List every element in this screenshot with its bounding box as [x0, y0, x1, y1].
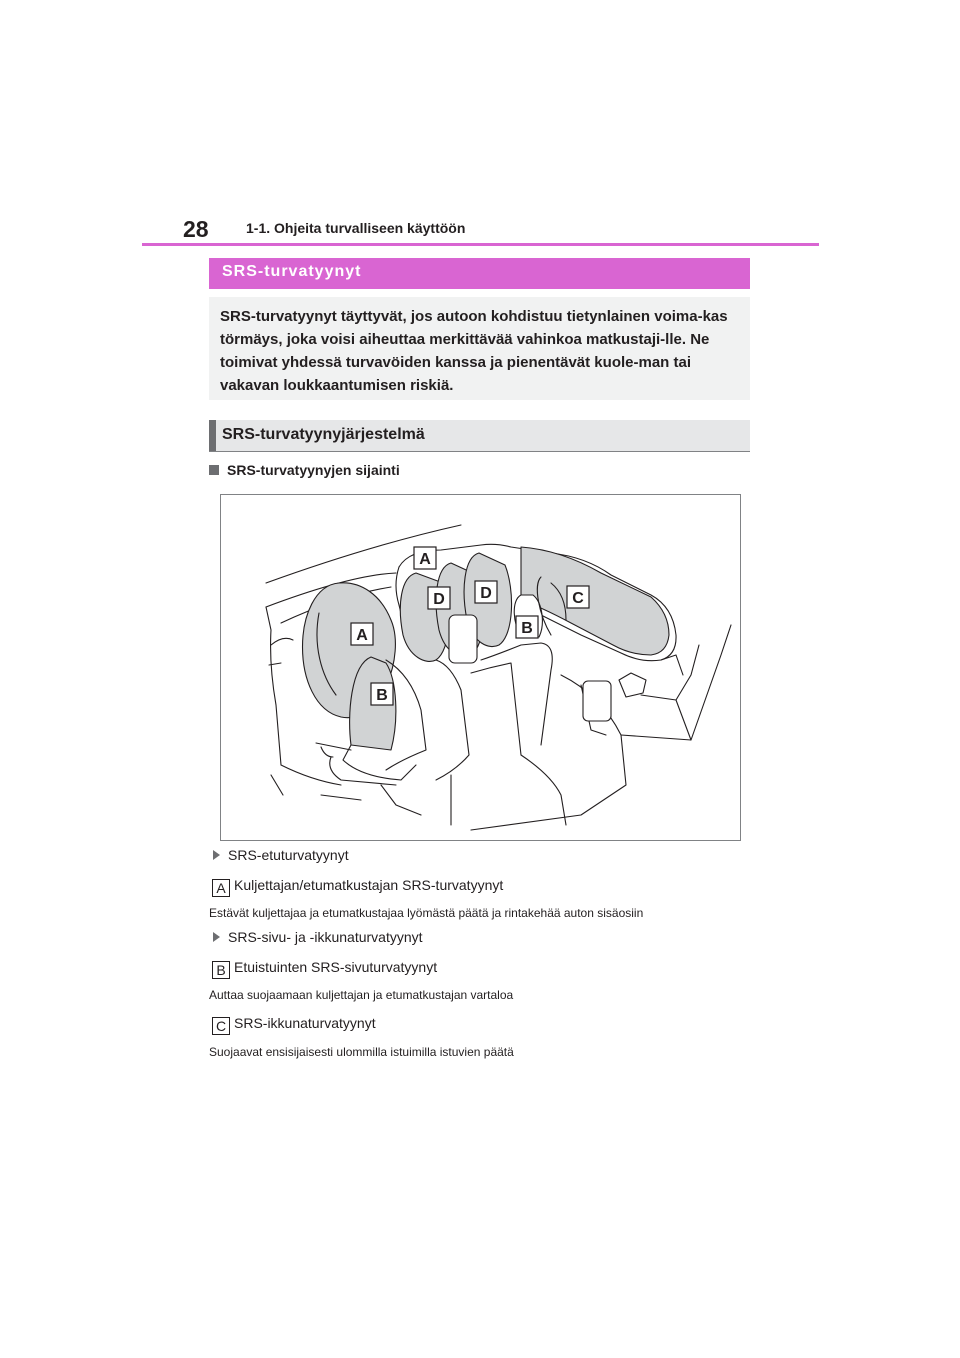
entry-b [212, 959, 437, 979]
triangle-bullet-icon [213, 932, 220, 942]
bullet-heading-text: SRS-turvatyynyjen sijainti [227, 462, 400, 478]
entry-b-desc: Auttaa suojaamaan kuljettajan ja etumatkustajan vartaloa [209, 988, 514, 1002]
entry-c-desc: Suojaavat ensisijaisesti ulommilla istuimilla istuvien päätä [209, 1045, 514, 1059]
entry-c-text: SRS-ikkunaturvatyynyt [234, 1015, 376, 1031]
entry-a-desc: Estävät kuljettajaa ja etumatkustajaa lyömästä päätä ja rintakehää auton sisäosiin [209, 906, 644, 920]
group-front-airbags [213, 847, 349, 863]
bullet-heading [209, 462, 400, 478]
car-interior-illustration [221, 495, 742, 842]
entry-a-label: A [212, 879, 230, 897]
airbag-location-figure [220, 494, 741, 841]
entry-b-text: Etuistuinten SRS-sivuturvatyynyt [234, 959, 438, 975]
square-bullet-icon [209, 465, 219, 475]
group-front-airbags-text: SRS-etuturvatyynyt [228, 847, 349, 863]
chapter-title: 1-1. Ohjeita turvalliseen käyttöön [246, 220, 466, 236]
subsection-title: SRS-turvatyynyjärjestelmä [222, 426, 425, 443]
label-b-left: B [376, 687, 388, 704]
label-a-left: A [356, 627, 368, 644]
label-a-top: A [419, 551, 431, 568]
entry-a-text: Kuljettajan/etumatkustajan SRS-turvatyynyt [234, 877, 504, 893]
entry-b-label: B [212, 961, 230, 979]
group-side-airbags-text: SRS-sivu- ja -ikkunaturvatyynyt [228, 929, 423, 945]
section-title: SRS-turvatyynyt [222, 263, 362, 280]
subsection-bar [209, 420, 216, 451]
label-b-right: B [521, 620, 533, 637]
label-d-right: D [480, 585, 492, 602]
page-number: 28 [183, 216, 209, 242]
triangle-bullet-icon [213, 850, 220, 860]
label-d-left: D [433, 591, 445, 608]
label-c: C [572, 590, 584, 607]
entry-c-label: C [212, 1017, 230, 1035]
intro-box [209, 297, 750, 400]
intro-text: SRS-turvatyynyt täyttyvät, jos autoon kohdistuu tietynlainen voima-kas törmäys, joka voisi aiheuttaa merkittävää vahinkoa matkustaji-lle. Ne toimivat yhdessä turvavöiden kanssa ja pienentävät kuole-man tai vakavan loukkaantumisen riskiä. [220, 308, 728, 394]
entry-c [212, 1015, 376, 1035]
section-banner [209, 258, 750, 289]
entry-a [212, 877, 503, 897]
header-rule [142, 243, 819, 246]
subsection-heading [209, 420, 750, 452]
group-side-airbags [213, 929, 423, 945]
